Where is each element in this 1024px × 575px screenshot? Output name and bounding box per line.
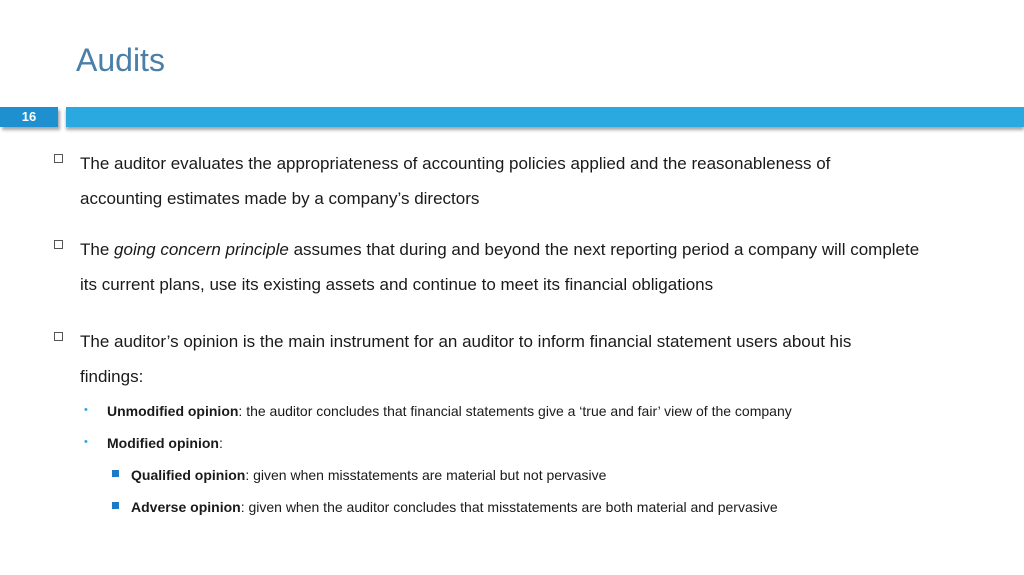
slide-title: Audits (76, 42, 165, 78)
bullet-text-prefix: The (80, 240, 115, 259)
sub-bullet-text (107, 402, 984, 420)
sub-sub-bullet-term: Adverse opinion (131, 499, 241, 515)
hollow-square-bullet-icon (54, 154, 63, 163)
sub-sub-bullet-text (131, 498, 992, 516)
sub-sub-bullet-item (112, 466, 992, 484)
bullet-text-emphasis: going concern principle (114, 240, 289, 259)
hollow-square-bullet-icon (54, 332, 63, 341)
bullet-text: The auditor’s opinion is the main instrument for an auditor to inform financial statement users about his findings: (80, 332, 852, 386)
hollow-square-bullet-icon (54, 240, 63, 249)
slide-number: 16 (0, 107, 58, 127)
sub-sub-bullet-term: Qualified opinion (131, 467, 246, 483)
sub-bullet-item (84, 402, 984, 420)
sub-sub-bullet-desc: : given when the auditor concludes that misstatements are both material and pervasive (240, 499, 778, 515)
sub-bullet-desc: : (218, 435, 223, 451)
sub-sub-bullet-text (131, 466, 992, 484)
sub-bullet-item (84, 434, 984, 452)
filled-square-bullet-icon (112, 502, 119, 509)
sub-bullet-term: Modified opinion (107, 435, 219, 451)
bullet-text (80, 232, 924, 302)
header-bar (66, 107, 1024, 127)
sub-bullet-text (107, 434, 984, 452)
filled-square-bullet-icon (112, 470, 119, 477)
bullet-text-suffix: assumes that during and beyond the next reporting period a company will complete its current plans, use its existing assets and continue to meet its financial obligations (80, 240, 920, 294)
bullet-item (54, 232, 924, 302)
sub-bullet-term: Unmodified opinion (107, 403, 239, 419)
sub-sub-bullet-desc: : given when misstatements are material but not pervasive (245, 467, 607, 483)
bullet-item (54, 324, 884, 394)
bullet-text: The auditor evaluates the appropriateness of accounting policies applied and the reasonableness of accounting estimates made by a company’s directors (80, 154, 831, 208)
bullet-item (54, 146, 904, 216)
dot-bullet-icon: • (84, 404, 88, 416)
dot-bullet-icon: • (84, 436, 88, 448)
sub-bullet-desc: : the auditor concludes that financial statements give a ‘true and fair’ view of the company (238, 403, 792, 419)
sub-sub-bullet-item (112, 498, 992, 516)
